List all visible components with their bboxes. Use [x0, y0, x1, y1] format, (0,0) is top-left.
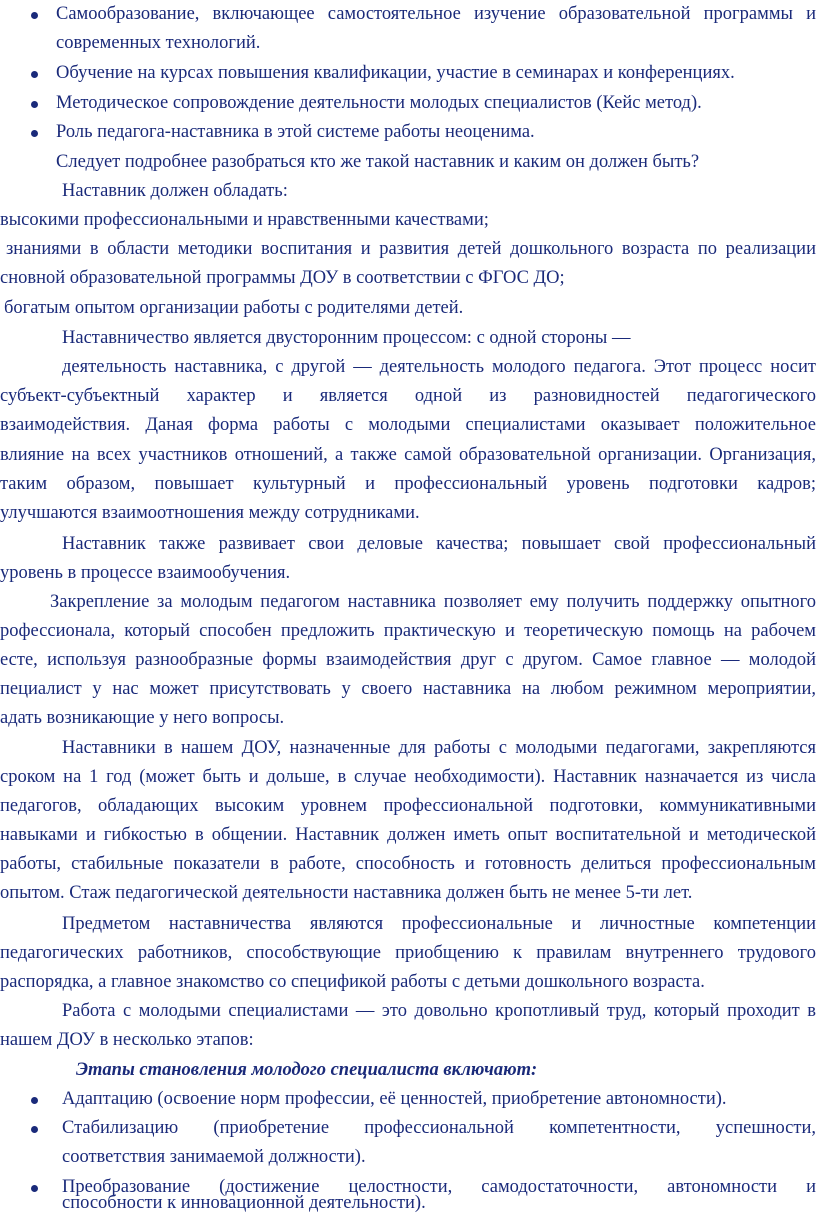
bullet-icon	[31, 12, 38, 19]
paragraph-line: есте, используя разнообразные формы взаимодействия друг с другом. Самое главное — молодой	[0, 650, 816, 670]
paragraph-line: взаимодействия. Даная форма работы с молодыми специалистами оказывает положительное	[0, 415, 816, 435]
bullet-icon	[31, 1185, 38, 1192]
list-item-line: Обучение на курсах повышения квалификации, участие в семинарах и конференциях.	[56, 63, 735, 83]
list-item-line: способности к инновационной деятельности).	[62, 1193, 426, 1213]
list-item-line: Самообразование, включающее самостоятельное изучение образовательной программы и	[56, 4, 816, 24]
list-item-line: Роль педагога-наставника в этой системе работы неоценима.	[56, 122, 535, 142]
paragraph-line: распорядка, а главное знакомство со спецификой работы с детьми дошкольного возраста.	[0, 972, 705, 992]
list-item-line: Методическое сопровождение деятельности молодых специалистов (Кейс метод).	[56, 93, 702, 113]
quality-line: знаниями в области методики воспитания и развития детей дошкольного возраста по реализации	[6, 239, 816, 259]
paragraph-line: навыками и гибкостью в общении. Наставник должен иметь опыт воспитательной и методической	[0, 825, 816, 845]
question-text: Следует подробнее разобраться кто же такой наставник и каким он должен быть?	[56, 152, 700, 172]
paragraph-line: Наставничество является двусторонним процессом: с одной стороны —	[62, 328, 631, 348]
paragraph-line: рофессионала, который способен предложить практическую и теоретическую помощь на рабочем	[0, 621, 816, 641]
paragraph-line: педагогов, обладающих высоким уровнем профессиональной подготовки, коммуникативными	[0, 796, 816, 816]
paragraph-line: влияние на всех участников отношений, а также самой образовательной организации. Организация,	[0, 445, 816, 465]
paragraph-line: уровень в процессе взаимообучения.	[0, 563, 291, 583]
bullet-icon	[31, 1126, 38, 1133]
bullet-icon	[31, 130, 38, 137]
paragraph-line: улучшаются взаимоотношения между сотрудниками.	[0, 503, 420, 523]
list-item-line: Адаптацию (освоение норм профессии, её ценностей, приобретение автономности).	[62, 1089, 727, 1109]
quality-line: высокими профессиональными и нравственными качествами;	[0, 210, 489, 230]
paragraph-line: опытом. Стаж педагогической деятельности наставника должен быть не менее 5-ти лет.	[0, 883, 693, 903]
paragraph-line: адать возникающие у него вопросы.	[0, 708, 285, 728]
paragraph-line: педагогических работников, способствующие приобщению к правилам внутреннего трудового	[0, 943, 816, 963]
bullet-icon	[31, 1097, 38, 1104]
mentor-must-text: Наставник должен обладать:	[62, 181, 288, 201]
paragraph-line: Работа с молодыми специалистами — это довольно кропотливый труд, который проходит в	[62, 1001, 816, 1021]
paragraph-line: пециалист у нас может присутствовать у своего наставника на любом режимном мероприятии,	[0, 679, 816, 699]
list-item-line: Стабилизацию (приобретение профессиональной компетентности, успешности,	[62, 1118, 816, 1138]
paragraph-line: сроком на 1 год (может быть и дольше, в случае необходимости). Наставник назначается из числа	[0, 767, 816, 787]
paragraph-line: Наставник также развивает свои деловые качества; повышает свой профессиональный	[62, 534, 816, 554]
paragraph-line: нашем ДОУ в несколько этапов:	[0, 1030, 254, 1050]
paragraph-line: таким образом, повышает культурный и профессиональный уровень подготовки кадров;	[0, 474, 816, 494]
bullet-icon	[31, 71, 38, 78]
list-item-line: современных технологий.	[56, 33, 261, 53]
paragraph-line: Наставники в нашем ДОУ, назначенные для работы с молодыми педагогами, закрепляются	[62, 738, 816, 758]
paragraph-line: работы, стабильные показатели в работе, способность и готовность делиться профессиональным	[0, 854, 816, 874]
paragraph-line: Закрепление за молодым педагогом наставника позволяет ему получить поддержку опытного	[50, 592, 816, 612]
quality-line: богатым опытом организации работы с родителями детей.	[4, 298, 464, 318]
bullet-icon	[31, 101, 38, 108]
paragraph-line: деятельность наставника, с другой — деятельность молодого педагога. Этот процесс носит	[62, 357, 816, 377]
stages-heading: Этапы становления молодого специалиста включают:	[76, 1060, 538, 1080]
list-item-line: соответствия занимаемой должности).	[62, 1147, 366, 1167]
quality-line: сновной образовательной программы ДОУ в соответствии с ФГОС ДО;	[0, 268, 565, 288]
list-item-line: Преобразование (достижение целостности, самодостаточности, автономности и	[62, 1177, 816, 1197]
paragraph-line: Предметом наставничества являются профессиональные и личностные компетенции	[62, 914, 816, 934]
paragraph-line: субъект-субъектный характер и является одной из разновидностей педагогического	[0, 386, 816, 406]
